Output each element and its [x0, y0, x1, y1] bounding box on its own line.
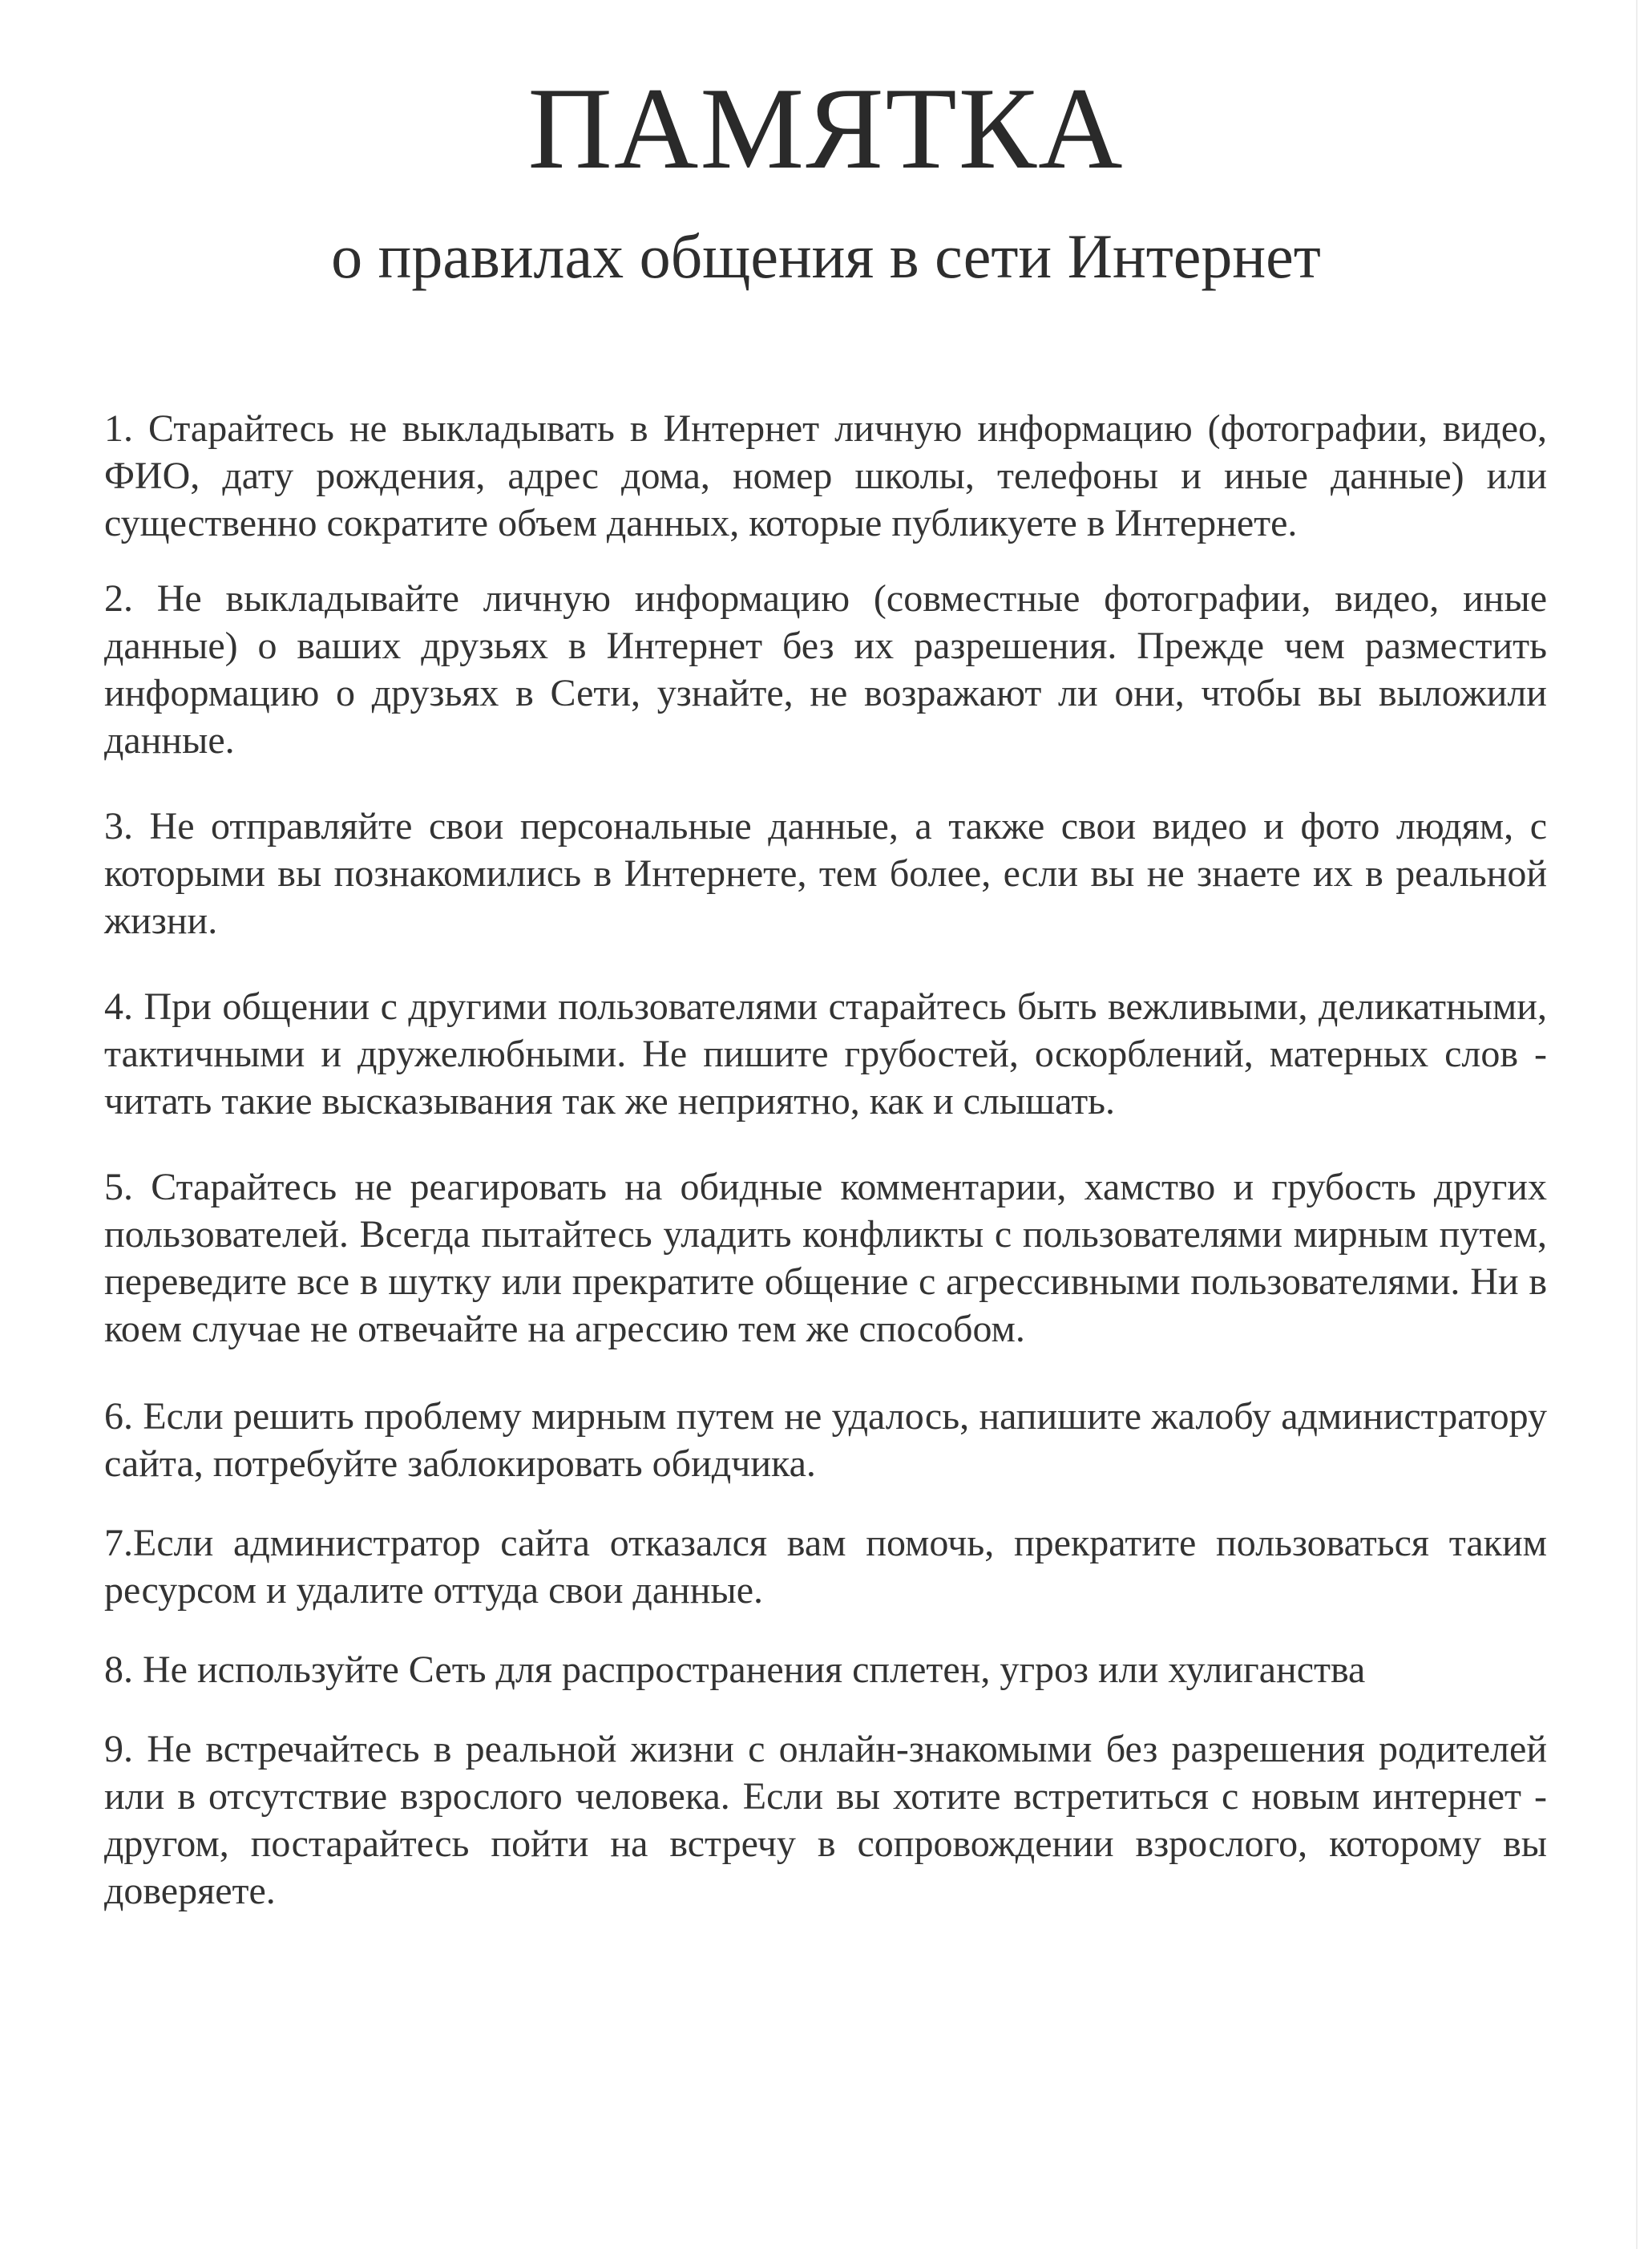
rule-item-5: 5. Старайтесь не реагировать на обидные комментарии, хамство и грубость других пользователей. Всегда пытайтесь уладить конфликты с пользователями мирным путем, переведите все в шутку или прекратите общение с агрессивными пользователями. Ни в коем случае не отвечайте на агрессию тем же способом. [104, 1166, 1547, 1350]
document-title: ПАМЯТКА [527, 63, 1125, 193]
rule-item-9: 9. Не встречайтесь в реальной жизни с онлайн-знакомыми без разрешения родителей или в отсутствие взрослого человека. Если вы хотите встретиться с новым интернет - другом, постарайтесь пойти на встречу в сопровождении взрослого, которому вы доверяете. [104, 1728, 1547, 1912]
document-subtitle: о правилах общения в сети Интернет [331, 221, 1321, 291]
rule-item-3: 3. Не отправляйте свои персональные данные, а также свои видео и фото людям, с которыми вы познакомились в Интернете, тем более, если вы не знаете их в реальной жизни. [104, 805, 1547, 942]
rule-item-4: 4. При общении с другими пользователями старайтесь быть вежливыми, деликатными, тактичными и дружелюбными. Не пишите грубостей, оскорблений, матерных слов - читать такие высказывания так же неприятно, как и слышать. [104, 985, 1547, 1122]
rule-item-2: 2. Не выкладывайте личную информацию (совместные фотографии, видео, иные данные) о ваших друзьях в Интернет без их разрешения. Прежде чем разместить информацию о друзьях в Сети, узнайте, не возражают ли они, чтобы вы выложили данные. [104, 577, 1547, 762]
rule-item-1: 1. Старайтесь не выкладывать в Интернет личную информацию (фотографии, видео, ФИО, дату рождения, адрес дома, номер школы, телефоны и иные данные) или существенно сократите объем данных, которые публикуете в Интернете. [104, 407, 1547, 544]
scan-edge-line [1636, 0, 1638, 2249]
rule-item-6: 6. Если решить проблему мирным путем не удалось, напишите жалобу администратору сайта, потребуйте заблокировать обидчика. [104, 1395, 1547, 1485]
rules-list [104, 405, 1547, 1915]
rule-item-7: 7.Если администратор сайта отказался вам помочь, прекратите пользоваться таким ресурсом и удалите оттуда свои данные. [104, 1522, 1547, 1612]
rule-item-8: 8. Не используйте Сеть для распространения сплетен, угроз или хулиганства [104, 1648, 1366, 1691]
